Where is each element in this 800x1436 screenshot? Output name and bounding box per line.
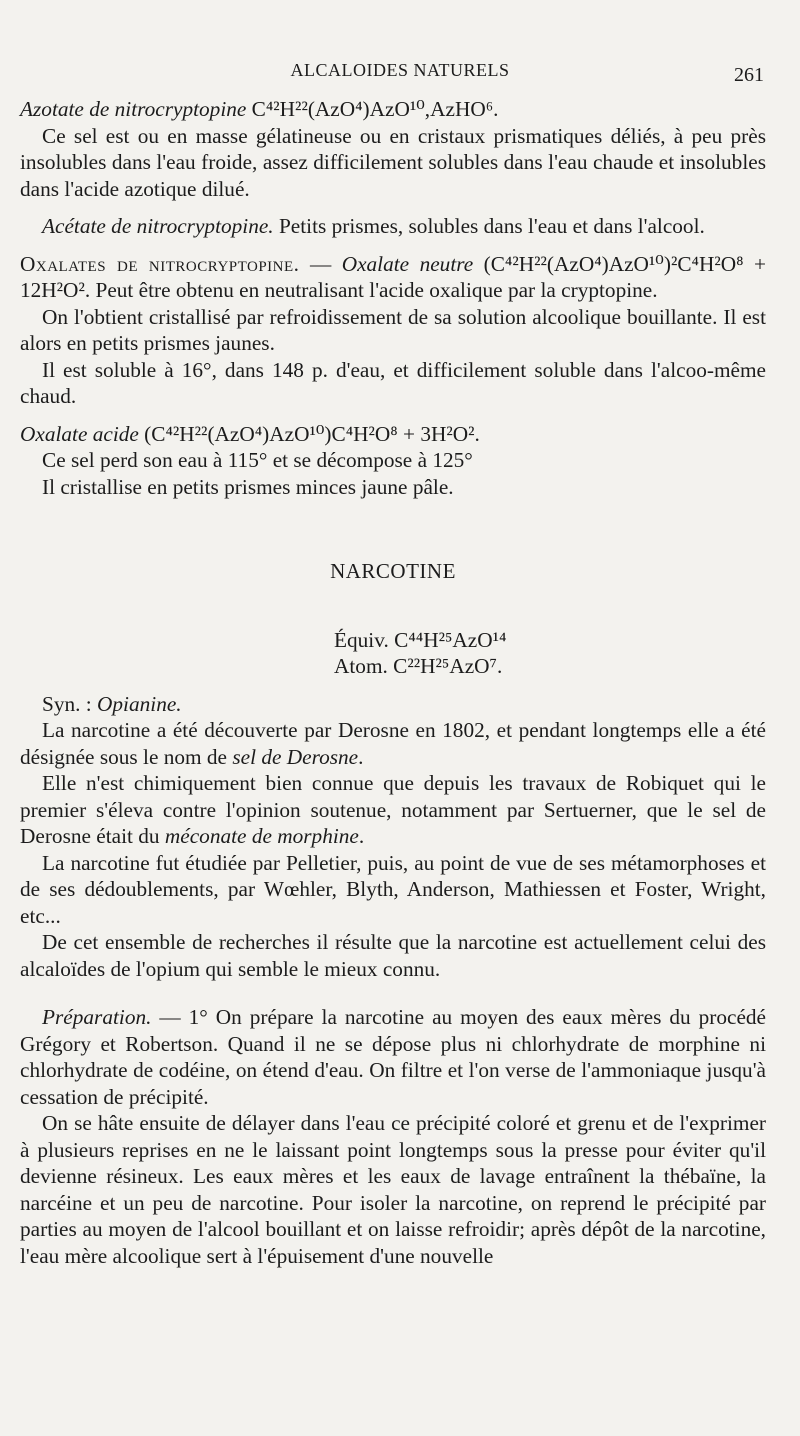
entry-title: Azotate de nitrocryptopine [20, 97, 247, 121]
paragraph [20, 770, 766, 850]
entry-title: Préparation. [42, 1005, 152, 1029]
paragraph: Ce sel perd son eau à 115° et se décompose à 125° [42, 448, 473, 472]
dash: — [299, 251, 342, 276]
synonym-label: Syn. : [42, 691, 98, 716]
page-number: 261 [734, 64, 764, 86]
chemical-formula: C⁴²H²²(AzO⁴)AzO¹⁰,AzHO⁶. [246, 97, 499, 121]
running-title: ALCALOIDES NATURELS [290, 60, 510, 80]
atomic-formula: Atom. C²²H²⁵AzO⁷. [334, 654, 503, 678]
paragraph: On l'obtient cristallisé par refroidissement de sa solution alcoolique bouillante. Il est alors en petits prismes jaunes. [20, 304, 766, 355]
paragraph-text: Elle n'est chimiquement bien connue que depuis les travaux de Robiquet qui le premier s'éleva contre l'opinion soutenue, notamment par Sertuerner, que le sel de Derosne était du [20, 771, 766, 848]
paragraph-text: (C⁴²H²²(AzO⁴)AzO¹⁰)²C⁴H²O⁸ + 12H²O². Peut être obtenu en neutralisant l'acide oxalique par la cryptopine. [20, 251, 766, 302]
body-text [20, 96, 766, 1269]
paragraph-text: Petits prismes, solubles dans l'eau et dans l'alcool. [273, 214, 705, 238]
paragraph: On se hâte ensuite de délayer dans l'eau ce précipité coloré et grenu et de l'exprimer à plusieurs reprises en ne le laissant point longtemps sous la presse pour éviter qu'il devienne résineux. Les eaux mères et les eaux de lavage entraînent la thébaïne, la narcéine et un peu de narcotine. Pour isoler la narcotine, on reprend le précipité par parties au moyen de l'alcool bouillant et on laisse refroidir; après dépôt de la narcotine, l'eau mère alcoolique sert à l'épuisement d'une nouvelle [20, 1111, 766, 1268]
page-header [0, 60, 800, 90]
emphasis: sel de Derosne [232, 744, 359, 769]
paragraph-acetate [20, 213, 766, 240]
paragraph: Il est soluble à 16°, dans 148 p. d'eau, et difficilement soluble dans l'alcoo-même chaud. [20, 357, 766, 408]
equivalent-formula: Équiv. C⁴⁴H²⁵AzO¹⁴ [334, 627, 507, 652]
paragraph: Il cristallise en petits prismes minces jaune pâle. [42, 474, 454, 499]
punctuation: . [358, 744, 364, 769]
paragraph [20, 717, 766, 770]
entry-title: Oxalate neutre [341, 251, 474, 276]
paragraph-preparation [20, 1004, 766, 1110]
section-title: NARCOTINE [330, 559, 456, 583]
paragraph-oxalate-acide [20, 421, 766, 448]
paragraph-oxalates [20, 251, 766, 304]
emphasis: méconate de morphine [164, 824, 359, 848]
chemical-formula: (C⁴²H²²(AzO⁴)AzO¹⁰)C⁴H²O⁸ + 3H²O². [138, 421, 480, 446]
paragraph: Ce sel est ou en masse gélatineuse ou en cristaux prismatiques déliés, à peu près insolubles dans l'eau froide, assez difficilement solubles dans l'eau chaude et insolubles dans l'acide azotique dilué. [20, 123, 766, 201]
paragraph-text: La narcotine a été découverte par Derosne en 1802, et pendant longtemps elle a été désignée sous le nom de [20, 718, 766, 769]
synonym-line [20, 691, 766, 718]
punctuation: . [358, 824, 365, 848]
section-heading: Oxalates de nitrocryptopine. [20, 251, 300, 276]
paragraph: La narcotine fut étudiée par Pelletier, puis, au point de vue de ses métamorphoses et de ses dédoublements, par Wœhler, Blyth, Anderson, Mathiessen et Foster, Wright, etc... [20, 850, 766, 928]
paragraph: De cet ensemble de recherches il résulte que la narcotine est actuellement celui des alcaloïdes de l'opium qui semble le mieux connu. [20, 930, 766, 981]
entry-title: Acétate de nitrocryptopine. [42, 214, 274, 238]
entry-title: Oxalate acide [20, 421, 139, 446]
paragraph-azotate [20, 96, 766, 123]
paragraph-text: — 1° On prépare la narcotine au moyen des eaux mères du procédé Grégory et Robertson. Quand il ne se dépose plus ni chlorhydrate de morphine ni chlorhydrate de codéine, on étend d'eau. On filtre et l'on verse de l'ammoniaque jusqu'à cessation de précipité. [20, 1005, 766, 1109]
synonym-name: Opianine. [97, 691, 182, 716]
